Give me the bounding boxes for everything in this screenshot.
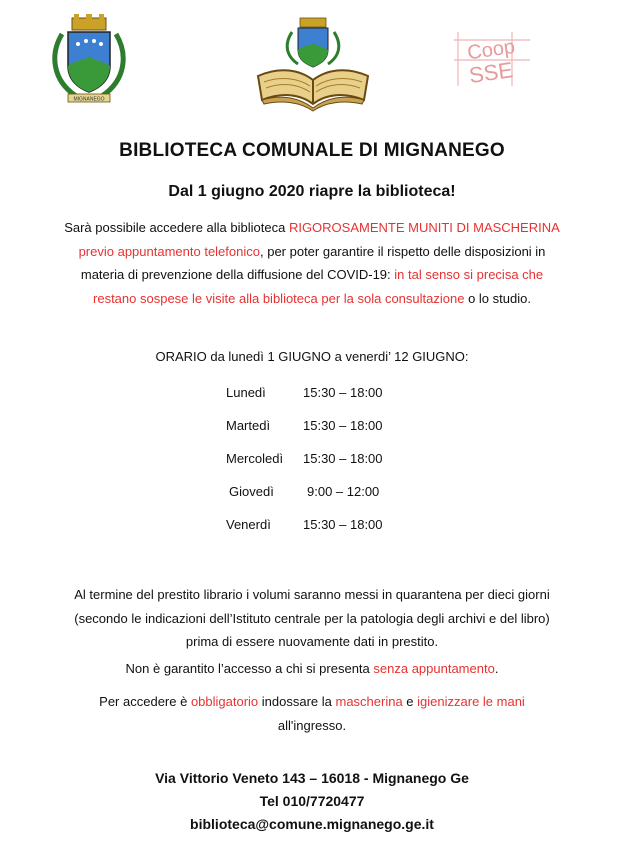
schedule-time: 15:30 – 18:00 — [303, 385, 383, 400]
intro-text: Sarà possibile accedere alla biblioteca — [64, 220, 289, 235]
schedule-time: 15:30 – 18:00 — [303, 517, 383, 532]
mask-note — [0, 690, 624, 737]
sanitize-hands: igienizzare le mani — [417, 694, 525, 709]
quarantine-line: prima di essere nuovamente dati in prestito. — [185, 634, 439, 650]
quarantine-line: Al termine del prestito librario i volumi saranno messi in quarantena per dieci giorni — [74, 587, 550, 602]
quarantine-line: (secondo le indicazioni dell’Istituto centrale per la patologia degli archivi e del libro) — [74, 610, 550, 626]
mask-text: e — [402, 694, 418, 709]
footer-phone: Tel 010/7720477 — [259, 793, 365, 809]
intro-mask-warning: RIGOROSAMENTE MUNITI DI MASCHERINA — [288, 220, 560, 235]
mask-word: mascherina — [335, 694, 403, 709]
page-title: BIBLIOTECA COMUNALE DI MIGNANEGO — [119, 140, 505, 161]
intro-end: o lo studio. — [464, 290, 531, 306]
schedule-day: Martedì — [226, 418, 271, 433]
schedule-time: 15:30 – 18:00 — [303, 451, 383, 466]
page-subtitle: Dal 1 giugno 2020 riapre la biblioteca! — [168, 183, 456, 200]
mandatory-word: obbligatorio — [190, 694, 259, 709]
intro-suspension-1: in tal senso si precisa che — [394, 267, 544, 283]
mask-text: indossare la — [258, 694, 336, 709]
quarantine-paragraph — [0, 583, 624, 654]
schedule-time: 9:00 – 12:00 — [307, 484, 380, 499]
footer-address: Via Vittorio Veneto 143 – 16018 - Mignanego Ge — [155, 770, 469, 786]
no-access-note — [0, 657, 624, 681]
intro-text-2: , per poter garantire il rispetto delle disposizioni in — [259, 243, 546, 259]
no-access-text: Non è garantito l’accesso a chi si presenta — [125, 661, 374, 676]
municipal-crest-icon — [46, 14, 132, 104]
intro-paragraph — [0, 216, 624, 310]
no-access-end: . — [494, 661, 499, 676]
intro-text-3: materia di prevenzione della diffusione del COVID-19: — [80, 267, 395, 283]
schedule-day: Giovedì — [229, 484, 274, 499]
mask-note-end: all'ingresso. — [277, 717, 347, 733]
schedule-time: 15:30 – 18:00 — [303, 418, 383, 433]
footer-email: biblioteca@comune.mignanego.ge.it — [190, 816, 434, 832]
schedule-heading: ORARIO da lunedì 1 GIUGNO a venerdi’ 12 GIUGNO: — [155, 349, 469, 364]
book-crest-icon — [250, 14, 376, 112]
intro-suspension-2: restano sospese le visite alla biblioteca per la sola consultazione — [93, 290, 465, 306]
svg-text:Coop: Coop — [465, 35, 517, 65]
mask-text: Per accedere è — [99, 694, 191, 709]
svg-text:MIGNANEGO: MIGNANEGO — [73, 96, 105, 103]
intro-appointment: previo appuntamento telefonico — [78, 243, 260, 259]
schedule-day: Venerdì — [226, 517, 271, 532]
schedule-day: Mercoledì — [226, 451, 284, 466]
no-appointment: senza appuntamento — [373, 661, 495, 676]
coop-sse-logo-icon — [452, 30, 532, 88]
svg-text:SSE: SSE — [467, 57, 515, 88]
schedule-day: Lunedì — [226, 385, 266, 400]
